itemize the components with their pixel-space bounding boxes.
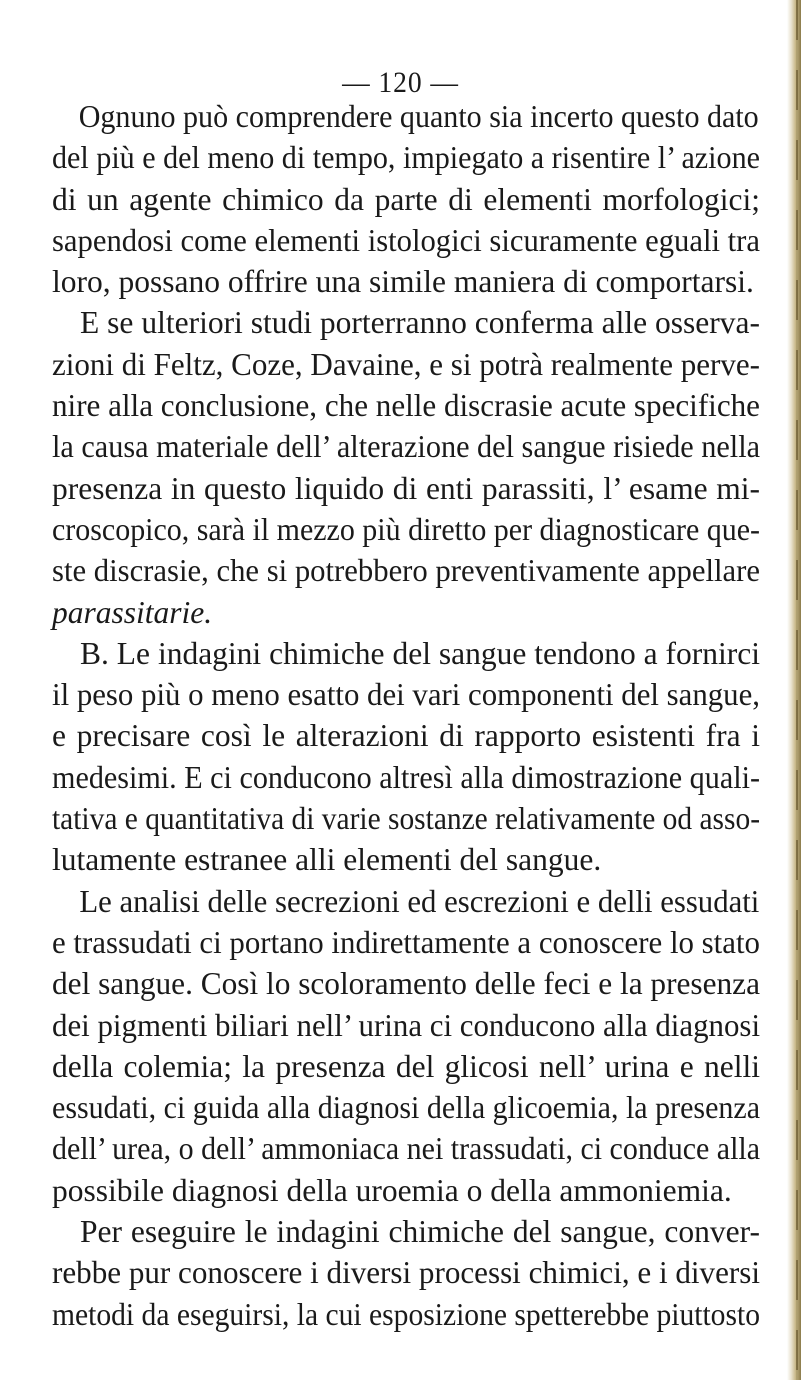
text-line: loro, possano offrire una simile maniera di comportarsi.	[52, 264, 754, 300]
text-line: metodi da eseguirsi, la cui esposizione spetterebbe piuttosto	[52, 1296, 760, 1332]
text-line: e trassudati ci portano indirettamente a conoscere lo stato	[52, 924, 760, 960]
text-line: del sangue. Così lo scoloramento delle feci e la presenza	[52, 966, 760, 1002]
text-line: dell’ urea, o dell’ ammoniaca nei trassudati, ci conduce alla	[52, 1131, 761, 1167]
text-line: B. Le indagini chimiche del sangue tendono a fornirci	[80, 635, 760, 671]
text-line: possibile diagnosi della uroemia o della ammoniemia.	[52, 1172, 732, 1208]
text-line: presenza in questo liquido di enti parassiti, l’ esame mi-	[52, 470, 760, 506]
text-line: Per eseguire le indagini chimiche del sangue, conver-	[80, 1214, 760, 1250]
body-text	[52, 96, 760, 1335]
text-line: la causa materiale dell’ alterazione del sangue risiede nella	[52, 429, 761, 465]
page-edge	[787, 0, 801, 1380]
text-line: lutamente estranee alli elementi del sangue.	[52, 842, 602, 878]
text-line: del più e del meno di tempo, impiegato a risentire l’ azione	[52, 140, 760, 176]
text-line: sapendosi come elementi istologici sicuramente eguali tra	[52, 222, 760, 258]
text-line: E se ulteriori studi porterranno conferma alle osserva-	[80, 305, 760, 341]
text-line: il peso più o meno esatto dei vari componenti del sangue,	[52, 677, 760, 713]
text-line: dei pigmenti biliari nell’ urina ci conducono alla diagnosi	[52, 1007, 761, 1043]
text-line: parassitarie.	[52, 594, 213, 630]
text-line: tativa e quantitativa di varie sostanze relativamente od asso-	[52, 801, 761, 837]
text-line: medesimi. E ci conducono altresì alla dimostrazione quali-	[52, 759, 760, 795]
text-line: ste discrasie, che si potrebbero preventivamente appellare	[52, 553, 760, 589]
text-line: nire alla conclusione, che nelle discrasie acute specifiche	[52, 388, 760, 424]
text-line: zioni di Feltz, Coze, Davaine, e si potrà realmente perve-	[52, 346, 760, 382]
text-line: croscopico, sarà il mezzo più diretto per diagnosticare que-	[52, 511, 761, 547]
text-line: Ognuno può comprendere quanto sia incerto questo dato	[78, 99, 759, 134]
text-line: essudati, ci guida alla diagnosi della glicoemia, la presenza	[52, 1090, 761, 1126]
text-line: e precisare così le alterazioni di rapporto esistenti fra i	[52, 718, 760, 754]
text-line: della colemia; la presenza del glicosi nell’ urina e nelli	[52, 1048, 760, 1084]
page-number: — 120 —	[342, 66, 459, 99]
text-line: Le analisi delle secrezioni ed escrezioni e delli essudati	[79, 883, 760, 919]
text-line: rebbe pur conoscere i diversi processi chimici, e i diversi	[52, 1255, 761, 1291]
text-line: di un agente chimico da parte di elementi morfologici;	[52, 181, 760, 217]
